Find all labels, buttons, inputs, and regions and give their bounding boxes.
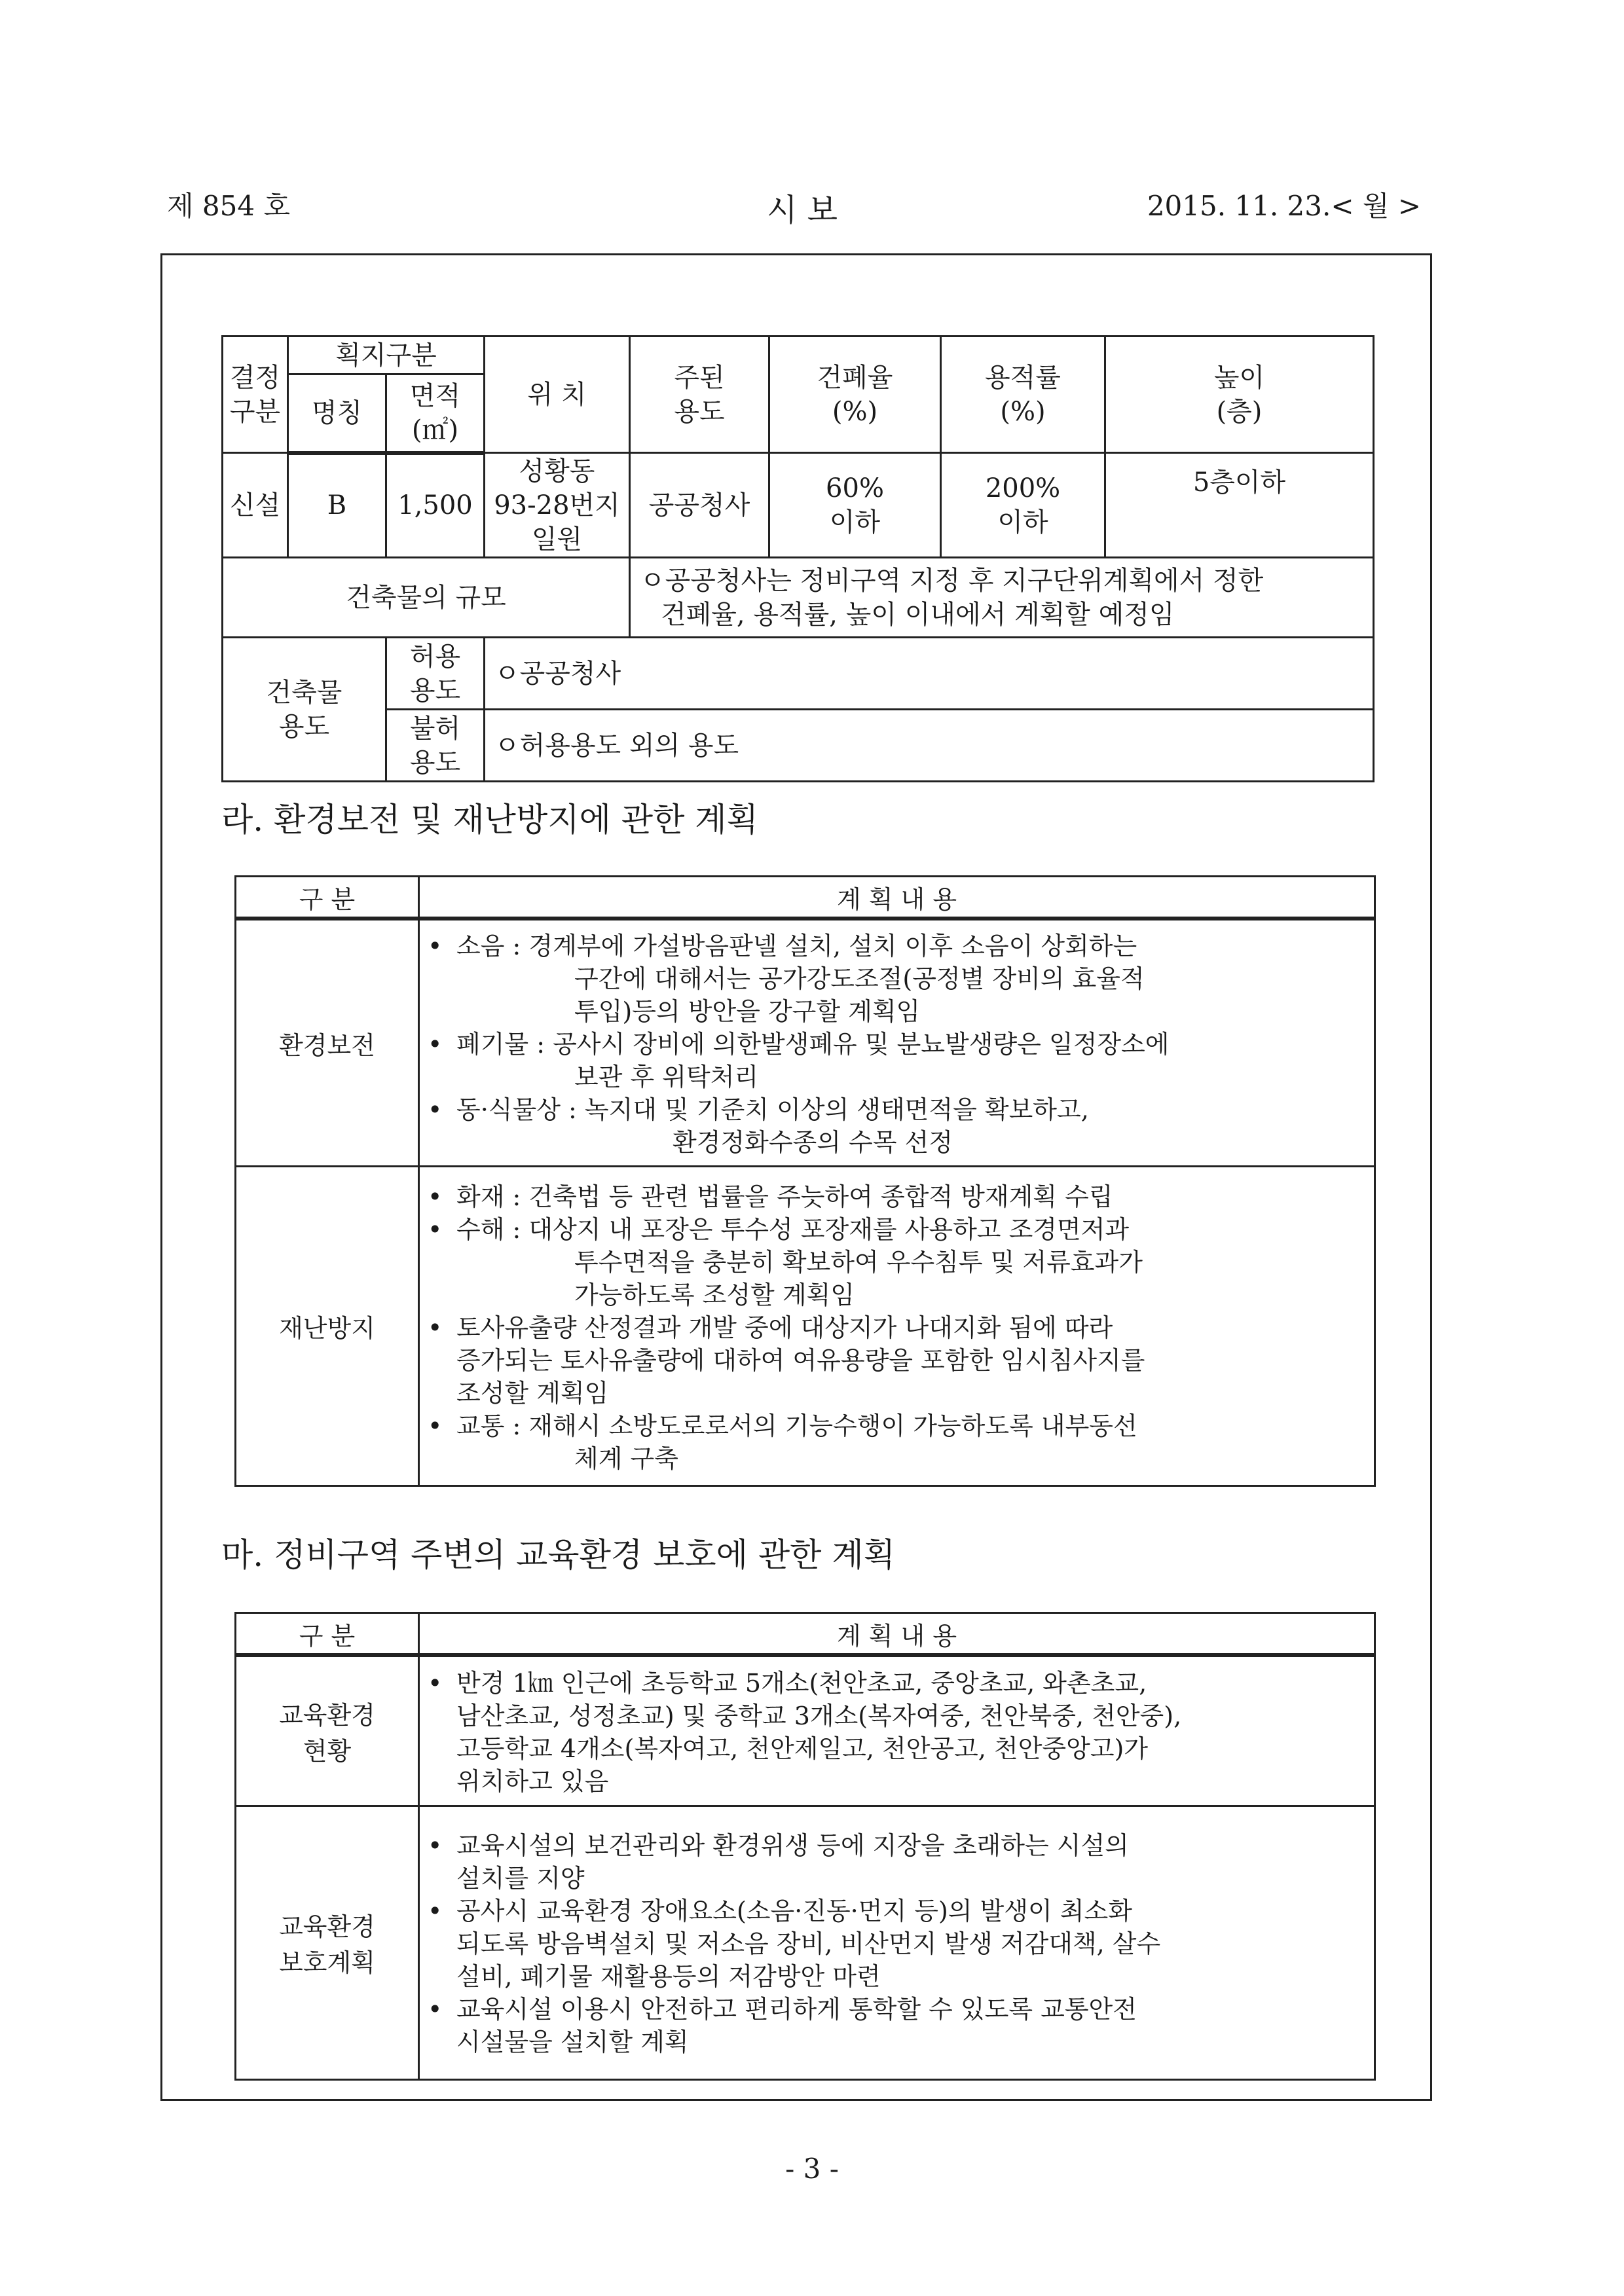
table-row — [236, 1655, 1375, 1806]
header-bcr: 건폐율 (%) — [769, 337, 941, 453]
list-item: • 토사유출량 산정결과 개발 중에 대상지가 나대지화 됨에 따라 증가되는 토사유출량에 대하여 여유용량을 포함한 임시침사지를 조성할 계획임 — [428, 1313, 1145, 1408]
cell-main-use: 공공청사 — [630, 453, 769, 558]
table-row — [223, 453, 1374, 558]
list-item: • 동·식물상 : 녹지대 및 기준치 이상의 생태면적을 확보하고, 환경정화수종의 수목 선정 — [428, 1095, 1089, 1157]
row-label-disaster: 재난방지 — [236, 1167, 419, 1486]
lot-decision-table — [221, 335, 1375, 782]
list-item: • 폐기물 : 공사시 장비에 의한발생폐유 및 분뇨발생량은 일정장소에 보관 후 위탁처리 — [428, 1030, 1170, 1091]
header-decision-type: 결정 구분 — [223, 337, 288, 453]
environment-disaster-table — [234, 875, 1376, 1487]
allowed-use-label: 허용 용도 — [386, 638, 485, 710]
education-plan-items — [419, 1806, 1375, 2079]
building-scale-label: 건축물의 규모 — [223, 558, 630, 638]
header-location: 위 치 — [485, 337, 630, 453]
cell-height: 5층이하 — [1105, 453, 1374, 558]
cell-location: 성황동 93-28번지 일원 — [485, 453, 630, 558]
section-title-education: 마. 정비구역 주변의 교육환경 보호에 관한 계획 — [221, 1536, 895, 1574]
cell-decision: 신설 — [223, 453, 288, 558]
issue-date: 2015. 11. 23.< 월 > — [1147, 190, 1421, 222]
list-item: • 화재 : 건축법 등 관련 법률을 주늣하여 종합적 방재계획 수립 — [428, 1182, 1113, 1211]
cell-area: 1,500 — [386, 453, 485, 558]
list-item: • 소음 : 경계부에 가설방음판넬 설치, 설치 이후 소음이 상회하는 구간에 대해서는 공가강도조절(공정별 장비의 효율적 투입)등의 방안을 강구할 계획임 — [428, 932, 1145, 1026]
column-header-category: 구 분 — [236, 877, 419, 919]
allowed-use-text: ㅇ공공청사 — [485, 638, 1374, 710]
environment-items — [419, 919, 1375, 1167]
list-item: • 교육시설의 보건관리와 환경위생 등에 지장을 초래하는 시설의 설치를 지양 — [428, 1831, 1129, 1893]
list-item: • 교육시설 이용시 안전하고 편리하게 통학할 수 있도록 교통안전 시설물을 설치할 계획 — [428, 1995, 1137, 2056]
forbidden-use-text: ㅇ허용용도 외의 용도 — [485, 710, 1374, 782]
list-item: • 수해 : 대상지 내 포장은 투수성 포장재를 사용하고 조경면저과 투수면적을 충분히 확보하여 우수침투 및 저류효과가 가능하도록 조성할 계획임 — [428, 1214, 1143, 1309]
column-header-category: 구 분 — [236, 1613, 419, 1656]
header-height: 높이 (층) — [1105, 337, 1374, 453]
cell-bcr: 60% 이하 — [769, 453, 941, 558]
table-row — [236, 1806, 1375, 2079]
page-number: - 3 - — [785, 2153, 839, 2185]
row-label-education-plan: 교육환경 보호계획 — [236, 1806, 419, 2079]
column-header-plan: 계 획 내 용 — [419, 877, 1375, 919]
row-label-environment: 환경보전 — [236, 919, 419, 1167]
table-row — [236, 919, 1375, 1167]
header-name: 명칭 — [288, 374, 386, 453]
table-row — [236, 1167, 1375, 1486]
education-status-items — [419, 1655, 1375, 1806]
header-far: 용적률 (%) — [941, 337, 1105, 453]
building-use-label: 건축물 용도 — [223, 638, 386, 782]
header-main-use: 주된 용도 — [630, 337, 769, 453]
cell-far: 200% 이하 — [941, 453, 1105, 558]
list-item: • 공사시 교육환경 장애요소(소음·진동·먼지 등)의 발생이 최소화 되도록 방음벽설치 및 저소음 장비, 비산먼지 발생 저감대책, 살수 설비, 폐기물 재활용등의 저감방안 마련 — [428, 1897, 1161, 1991]
cell-name: B — [288, 453, 386, 558]
header-lot-group: 획지구분 — [288, 337, 485, 374]
gazette-title: 시 보 — [767, 192, 838, 228]
forbidden-use-label: 불허 용도 — [386, 710, 485, 782]
building-scale-text: ㅇ공공청사는 정비구역 지정 후 지구단위계획에서 정한 건폐율, 용적률, 높이 이내에서 계획할 예정임 — [630, 558, 1374, 638]
disaster-items — [419, 1167, 1375, 1486]
list-item: • 반경 1㎞ 인근에 초등학교 5개소(천안초교, 중앙초교, 와촌초교, 남산초교, 성정초교) 및 중학교 3개소(복자여중, 천안북중, 천안중), 고등학교 4개소(복자여고, 천안제일고, 천안공고, 천안중앙고)가 위치하고 있음 — [428, 1668, 1182, 1796]
section-title-environment: 라. 환경보전 및 재난방지에 관한 계획 — [221, 801, 758, 839]
header-area: 면적 (㎡) — [386, 374, 485, 453]
column-header-plan: 계 획 내 용 — [419, 1613, 1375, 1656]
list-item: • 교통 : 재해시 소방도로로서의 기능수행이 가능하도록 내부동선 체계 구축 — [428, 1411, 1137, 1473]
row-label-education-status: 교육환경 현황 — [236, 1655, 419, 1806]
education-environment-table — [234, 1612, 1376, 2081]
issue-number: 제 854 호 — [167, 190, 291, 222]
